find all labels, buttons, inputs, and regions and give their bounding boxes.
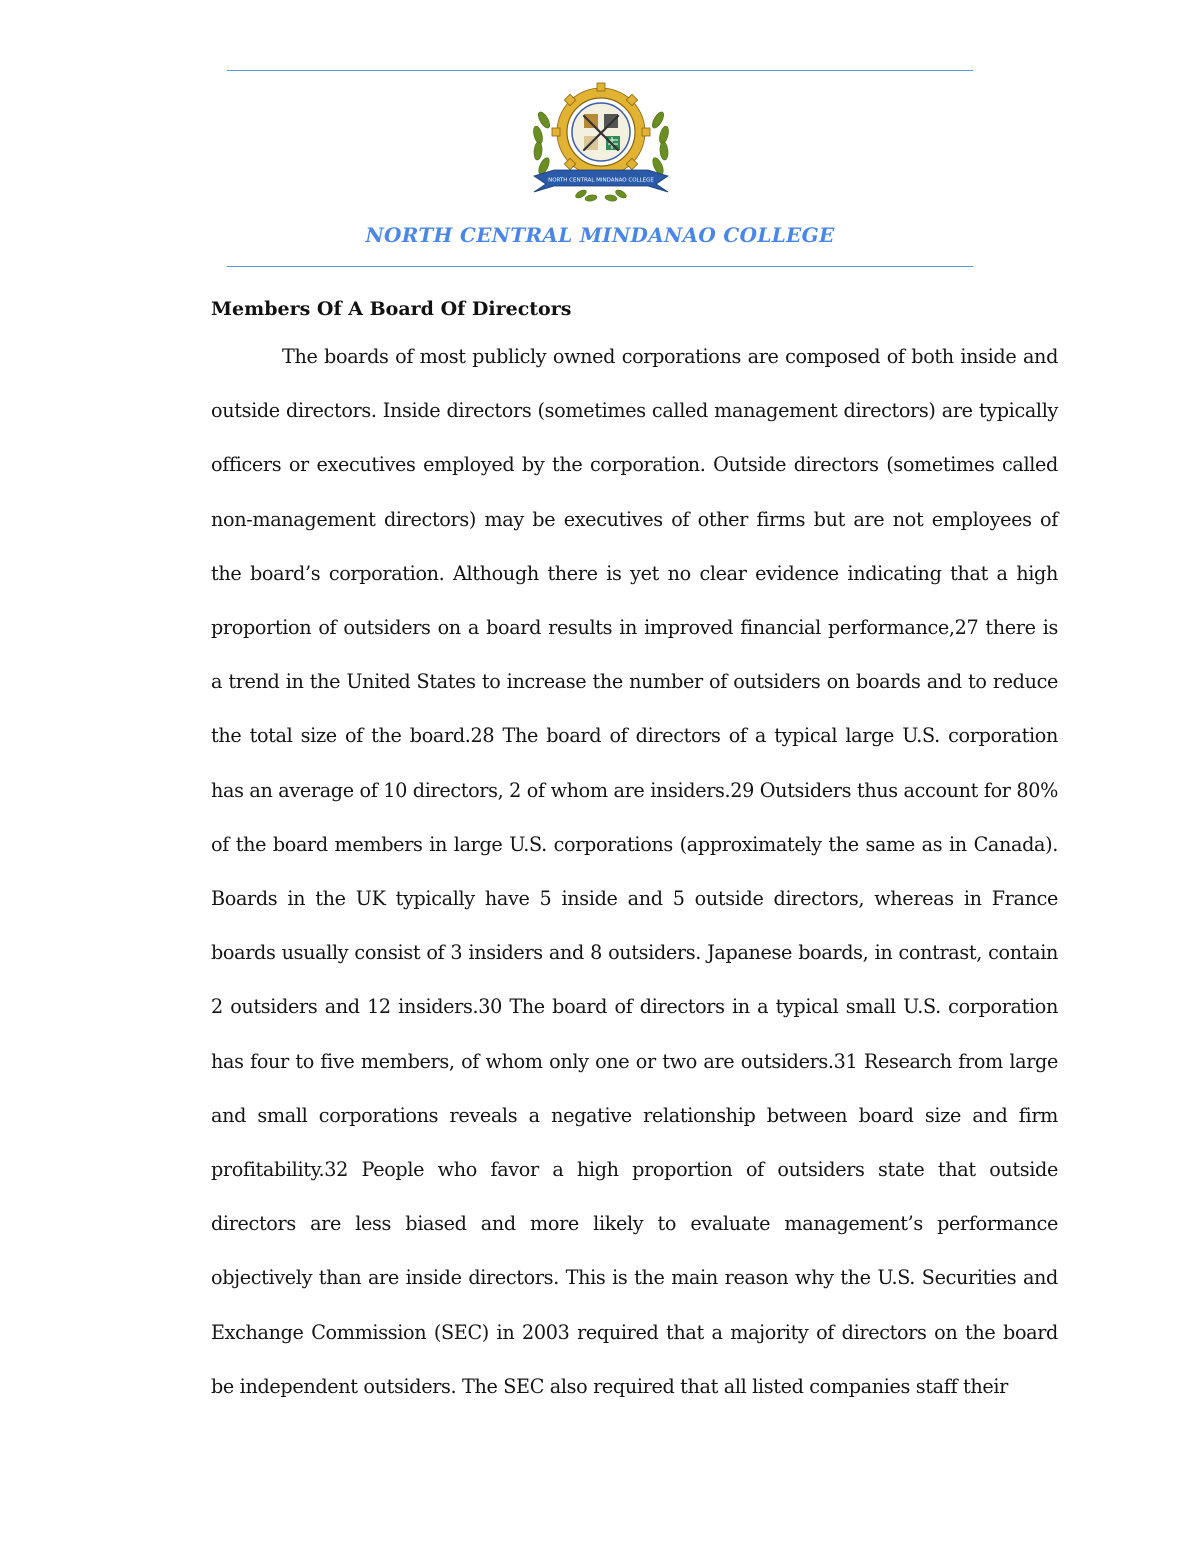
college-seal-logo	[526, 80, 676, 205]
college-name: NORTH CENTRAL MINDANAO COLLEGE	[365, 223, 835, 247]
header-bottom-rule	[227, 266, 973, 267]
header-top-rule	[227, 70, 973, 71]
section-heading: Members Of A Board Of Directors	[211, 298, 572, 320]
seal-ribbon-text: NORTH CENTRAL MINDANAO COLLEGE	[548, 177, 654, 184]
body-paragraph: The boards of most publicly owned corporations are composed of both inside and outside directors. Inside directors (sometimes called management directors) are typically officers or executives employed by the corporation. Outside directors (sometimes called non-management directors) may be executives of other firms but are not employees of the board’s corporation. Although there is yet no clear evidence indicating that a high proportion of outsiders on a board results in improved financial performance,27 there is a trend in the United States to increase the number of outsiders on boards and to reduce the total size of the board.28 The board of directors of a typical large U.S. corporation has an average of 10 directors, 2 of whom are insiders.29 Outsiders thus account for 80% of the board members in large U.S. corporations (approximately the same as in Canada). Boards in the UK typically have 5 inside and 5 outside directors, whereas in France boards usually consist of 3 insiders and 8 outsiders. Japanese boards, in contrast, contain 2 outsiders and 12 insiders.30 The board of directors in a typical small U.S. corporation has four to five members, of whom only one or two are outsiders.31 Research from large and small corporations reveals a negative relationship between board size and firm profitability.32 People who favor a high proportion of outsiders state that outside directors are less biased and more likely to evaluate management’s performance objectively than are inside directors. This is the main reason why the U.S. Securities and Exchange Commission (SEC) in 2003 required that a majority of directors on the board be independent outsiders. The SEC also required that all listed companies staff their	[211, 345, 1058, 1398]
